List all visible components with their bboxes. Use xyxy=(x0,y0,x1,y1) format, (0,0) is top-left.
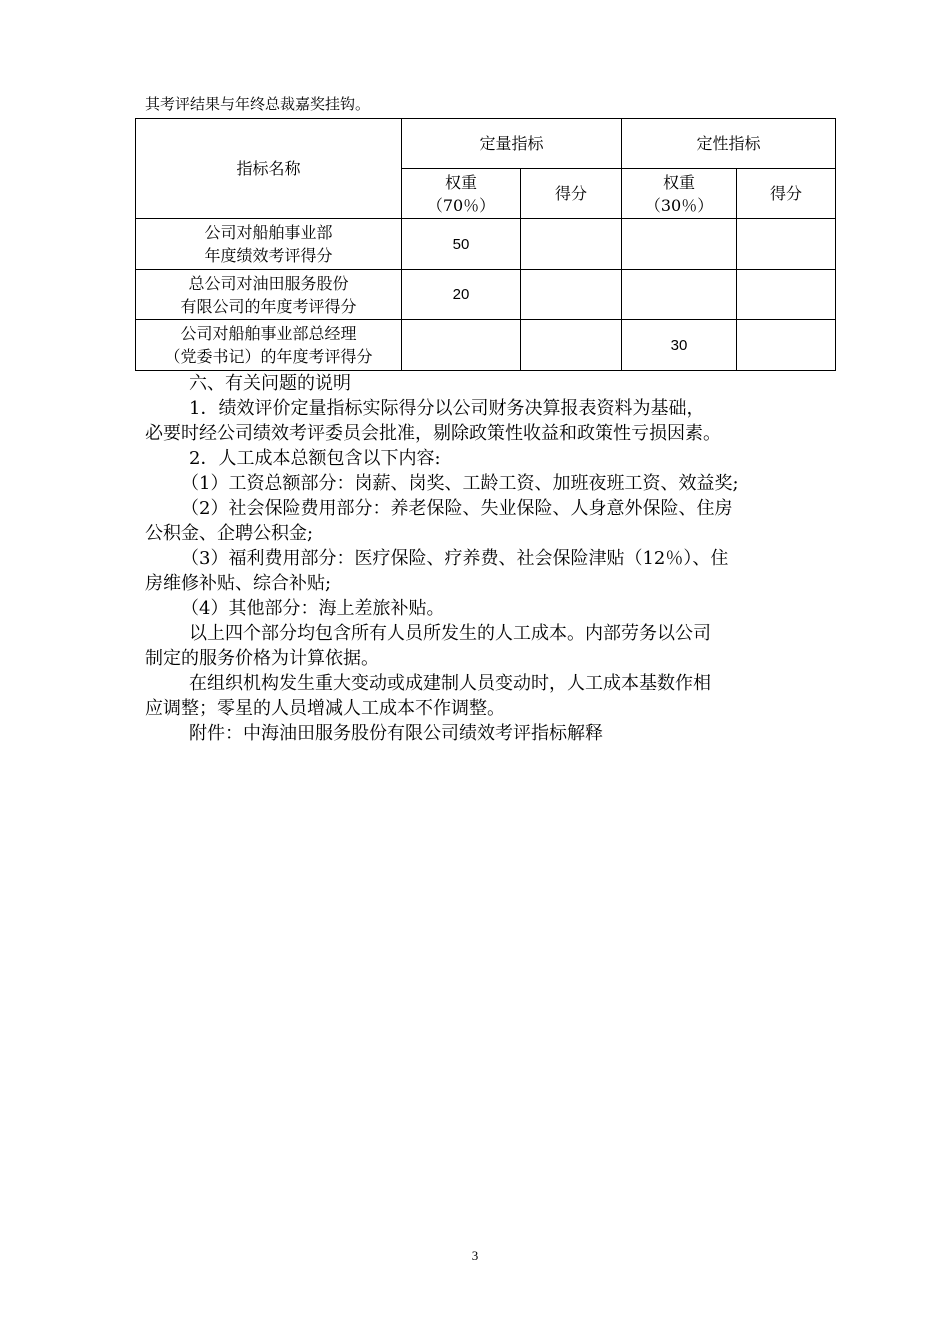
header-qual-score: 得分 xyxy=(737,169,836,219)
row-qual-weight: 30 xyxy=(622,320,737,371)
table-row xyxy=(136,320,836,371)
paragraph-3-line-2: 制定的服务价格为计算依据。 xyxy=(145,648,379,669)
item-2-line-1: （2）社会保险费用部分：养老保险、失业保险、人身意外保险、住房 xyxy=(181,498,733,519)
row-name: 总公司对油田服务股份 有限公司的年度考评得分 xyxy=(136,270,402,320)
item-1: （1）工资总额部分：岗薪、岗奖、工龄工资、加班夜班工资、效益奖; xyxy=(181,473,739,494)
row-name: 公司对船舶事业部 年度绩效考评得分 xyxy=(136,219,402,270)
section-heading: 六、有关问题的说明 xyxy=(189,373,351,394)
attachment-note: 附件：中海油田服务股份有限公司绩效考评指标解释 xyxy=(189,723,603,744)
row-qual-score xyxy=(737,320,836,371)
header-qual-weight: 权重 （30％） xyxy=(622,169,737,219)
item-4: （4）其他部分：海上差旅补贴。 xyxy=(181,598,445,619)
assessment-table xyxy=(135,118,836,371)
table-row xyxy=(136,219,836,270)
row-quant-score xyxy=(521,219,622,270)
row-quant-weight: 50 xyxy=(402,219,521,270)
row-qual-weight xyxy=(622,219,737,270)
row-quant-weight: 20 xyxy=(402,270,521,320)
paragraph-1-line-1: 1．绩效评价定量指标实际得分以公司财务决算报表资料为基础， xyxy=(189,398,705,419)
header-quant-score: 得分 xyxy=(521,169,622,219)
item-2-line-2: 公积金、企聘公积金; xyxy=(145,523,314,544)
paragraph-2: 2．人工成本总额包含以下内容: xyxy=(189,448,441,469)
notes-section xyxy=(145,371,855,746)
header-qualitative: 定性指标 xyxy=(622,119,836,169)
page-number: 3 xyxy=(471,1248,479,1263)
row-qual-weight xyxy=(622,270,737,320)
row-name: 公司对船舶事业部总经理 （党委书记）的年度考评得分 xyxy=(136,320,402,371)
intro-line: 其考评结果与年终总裁嘉奖挂钩。 xyxy=(145,95,371,113)
table-row xyxy=(136,270,836,320)
paragraph-3-line-1: 以上四个部分均包含所有人员所发生的人工成本。内部劳务以公司 xyxy=(189,623,711,644)
header-quantitative: 定量指标 xyxy=(402,119,622,169)
paragraph-4-line-1: 在组织机构发生重大变动或成建制人员变动时，人工成本基数作相 xyxy=(189,673,711,694)
row-qual-score xyxy=(737,270,836,320)
paragraph-1-line-2: 必要时经公司绩效考评委员会批准，剔除政策性收益和政策性亏损因素。 xyxy=(145,423,721,444)
paragraph-4-line-2: 应调整；零星的人员增减人工成本不作调整。 xyxy=(145,698,505,719)
item-3-line-1: （3）福利费用部分：医疗保险、疗养费、社会保险津贴（12％）、住 xyxy=(181,548,729,569)
row-quant-score xyxy=(521,270,622,320)
row-quant-weight xyxy=(402,320,521,371)
header-indicator-name: 指标名称 xyxy=(136,119,402,219)
header-quant-weight: 权重 （70％） xyxy=(402,169,521,219)
row-quant-score xyxy=(521,320,622,371)
item-3-line-2: 房维修补贴、综合补贴; xyxy=(145,573,332,594)
row-qual-score xyxy=(737,219,836,270)
